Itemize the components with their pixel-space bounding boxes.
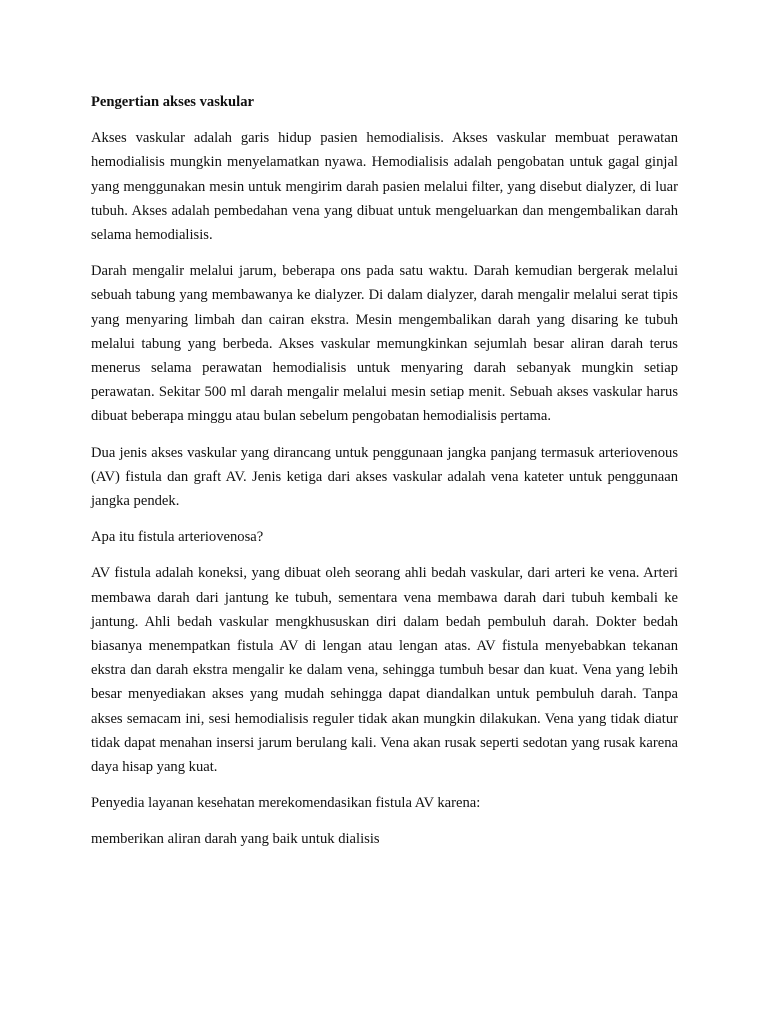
section-heading-fistula: Apa itu fistula arteriovenosa? — [91, 529, 264, 546]
paragraph-av-fistula: AV fistula adalah koneksi, yang dibuat oleh seorang ahli bedah vaskular, dari arteri ke vena. Arteri membawa darah dari jantung ke tubuh, sementara vena membawa darah dari tubuh kembali ke jantung. Ahli bedah vaskular mengkhususkan diri dalam bedah pembuluh darah. Dokter bedah biasanya menempatkan fistula AV di lengan atau lengan atas. AV fistula menyebabkan tekanan ekstra dan darah ekstra mengalir ke dalam vena, sehingga tumbuh besar dan kuat. Vena yang lebih besar menyediakan akses yang mudah sehingga dapat diandalkan untuk pembuluh darah. Tanpa akses semacam ini, sesi hemodialisis reguler tidak akan mungkin dilakukan. Vena yang tidak diatur tidak dapat menahan insersi jarum berulang kali. Vena akan rusak seperti sedotan yang rusak karena daya hisap yang kuat. — [91, 565, 678, 776]
paragraph-access-types: Dua jenis akses vaskular yang dirancang untuk penggunaan jangka panjang termasuk arteriovenous (AV) fistula dan graft AV. Jenis ketiga dari akses vaskular adalah vena kateter untuk penggunaan jangka pendek. — [91, 444, 678, 510]
document-page — [91, 90, 678, 864]
document-title: Pengertian akses vaskular — [91, 94, 254, 110]
paragraph-recommendation: Penyedia layanan kesehatan merekomendasikan fistula AV karena: — [91, 795, 481, 812]
paragraph-definition: Akses vaskular adalah garis hidup pasien hemodialisis. Akses vaskular membuat perawatan hemodialisis mungkin menyelamatkan nyawa. Hemodialisis adalah pengobatan untuk gagal ginjal yang menggunakan mesin untuk mengirim darah pasien melalui filter, yang disebut dialyzer, di luar tubuh. Akses adalah pembedahan vena yang dibuat untuk mengeluarkan dan mengembalikan darah selama hemodialisis. — [91, 130, 678, 244]
paragraph-blood-flow: Darah mengalir melalui jarum, beberapa ons pada satu waktu. Darah kemudian bergerak melalui sebuah tabung yang membawanya ke dialyzer. Di dalam dialyzer, darah mengalir melalui serat tipis yang menyaring limbah dan cairan ekstra. Mesin mengembalikan darah yang disaring ke tubuh melalui tabung yang berbeda. Akses vaskular memungkinkan sejumlah besar aliran darah terus menerus selama perawatan hemodialisis untuk menyaring darah sebanyak mungkin setiap perawatan. Sekitar 500 ml darah mengalir melalui mesin setiap menit. Sebuah akses vaskular harus dibuat beberapa minggu atau bulan sebelum pengobatan hemodialisis pertama. — [91, 263, 678, 425]
paragraph-benefit: memberikan aliran darah yang baik untuk dialisis — [91, 831, 380, 848]
